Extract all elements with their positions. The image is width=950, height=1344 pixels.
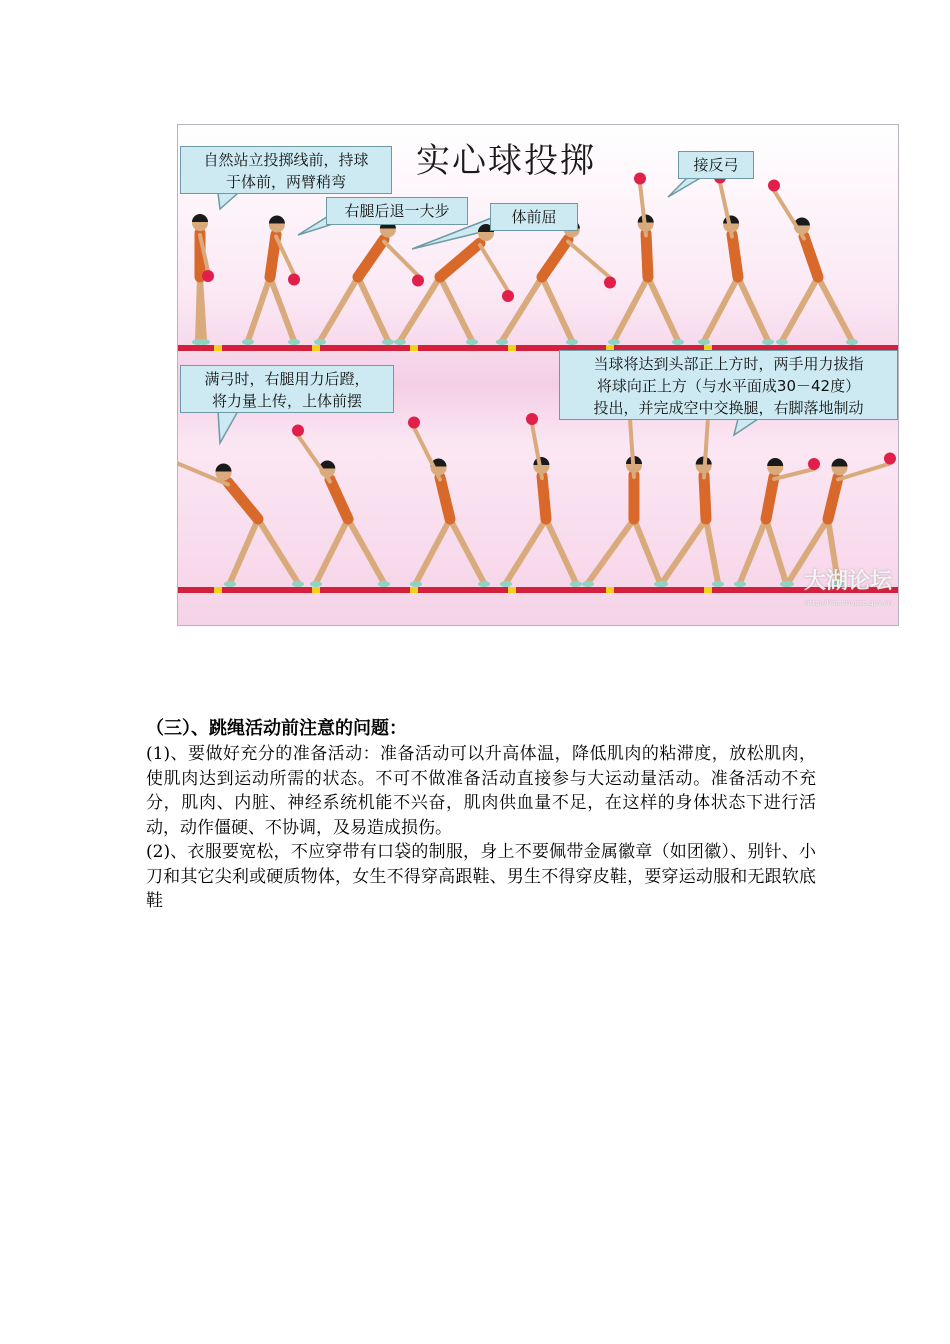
figure-arm (298, 436, 330, 482)
callout-stance: 自然站立投掷线前，持球 于体前，两臂稍弯 (180, 146, 392, 194)
ball (292, 425, 304, 437)
ground-marker (508, 345, 516, 351)
ball (502, 290, 514, 302)
ball (884, 453, 896, 465)
figure-shoe (394, 339, 406, 345)
figure-shoe (496, 339, 508, 345)
diagram-title: 实心球投掷 (416, 141, 596, 181)
figure-shoe (310, 581, 322, 587)
figure-leg (270, 277, 294, 341)
figure-shoe (378, 581, 390, 587)
paragraph-warmup: (1)、要做好充分的准备活动：准备活动可以升高体温，降低肌肉的粘滞度，放松肌肉，使肌肉达到运动所需的状态。不可不做准备活动直接参与大运动量活动。准备活动不充分，肌肉、内脏、神经系统机能不兴奋，肌肉供血量不足，在这样的身体状态下进行活动，动作僵硬、不协调，及易造成损伤。 (146, 744, 816, 838)
figure-arm (384, 242, 418, 276)
figure-leg (542, 277, 572, 341)
figure-leg (400, 277, 440, 341)
figure-hair (269, 216, 285, 224)
ground-marker (312, 345, 320, 351)
figure-leg (740, 519, 766, 583)
figure-shoe (478, 581, 490, 587)
figure-torso (828, 478, 838, 520)
figure-shoe (712, 581, 724, 587)
figure-torso (766, 477, 774, 519)
figure-arm (414, 428, 440, 480)
ground-marker (312, 587, 320, 593)
figure-arm (480, 245, 508, 291)
figure-shoe (224, 581, 236, 587)
figure-shoe (698, 339, 710, 345)
figure-leg (358, 277, 388, 341)
figure-leg (738, 277, 768, 341)
ground-marker (704, 587, 712, 593)
figure-leg (766, 519, 786, 583)
figure-hair (192, 214, 208, 222)
figure-shoe (762, 339, 774, 345)
ball (412, 275, 424, 287)
figure-leg (416, 519, 450, 583)
figure-torso (732, 235, 738, 278)
figure-leg (502, 277, 542, 341)
figure-torso (440, 243, 480, 277)
figure-torso (440, 478, 450, 520)
ball (604, 277, 616, 289)
figure-shoe (782, 581, 794, 587)
figure-leg (818, 277, 852, 341)
figure-leg (782, 277, 818, 341)
figure-leg (258, 519, 298, 583)
figure-shoe (566, 339, 578, 345)
figure-torso (330, 480, 348, 520)
figure-shoe (382, 339, 394, 345)
figure-leg (662, 519, 706, 583)
figure-shoe (734, 581, 746, 587)
figure-arm (774, 191, 804, 239)
figure-leg (348, 519, 384, 583)
figure-leg (648, 277, 678, 341)
shot-put-diagram (177, 124, 899, 626)
figure-shoe (292, 581, 304, 587)
figure-shoe (846, 339, 858, 345)
ball (202, 270, 214, 282)
watermark-logo: 大湖论坛 (803, 569, 892, 594)
figure-torso (542, 476, 546, 519)
figure-leg (230, 519, 258, 583)
figure-hair (767, 458, 783, 466)
callout-step-back: 右腿后退一大步 (326, 197, 468, 225)
figure-leg (546, 519, 576, 583)
figure-shoe (314, 339, 326, 345)
figure-leg (316, 519, 348, 583)
figure-torso (270, 235, 276, 278)
figure-shoe (672, 339, 684, 345)
callout-bend-forward: 体前屈 (490, 203, 578, 231)
figure-shoe (410, 581, 422, 587)
figure-torso (704, 476, 706, 520)
figure-shoe (656, 581, 668, 587)
ball (808, 458, 820, 470)
ball (408, 417, 420, 429)
figure-shoe (608, 339, 620, 345)
figure-hair (832, 459, 848, 467)
ground-line (178, 587, 899, 593)
callout-pointer (734, 419, 758, 435)
ball (288, 274, 300, 286)
callout-pointer (668, 177, 702, 197)
ground-marker (410, 587, 418, 593)
figure-leg (706, 519, 718, 583)
figure-shoe (582, 581, 594, 587)
figure-hair (723, 216, 739, 224)
ball (768, 180, 780, 192)
figure-leg (248, 277, 270, 341)
figure-shoe (288, 339, 300, 345)
figure-shoe (198, 339, 210, 345)
figure-leg (450, 519, 484, 583)
text-section (146, 716, 816, 914)
ball (634, 173, 646, 185)
figure-torso (804, 237, 818, 278)
ground-marker (606, 587, 614, 593)
figure-shoe (776, 339, 788, 345)
figure-leg (320, 277, 358, 341)
figure-shoe (242, 339, 254, 345)
figure-arm (276, 237, 294, 275)
figure-shoe (570, 581, 582, 587)
callout-full-bow: 满弓时，右腿用力后蹬， 将力量上传，上体前摆 (180, 365, 394, 413)
ground-marker (508, 587, 516, 593)
callout-pointer (218, 411, 238, 443)
watermark-url: http://bbs.hongze.gov.cn (805, 599, 892, 607)
ground-marker (214, 345, 222, 351)
figure-leg (588, 519, 634, 583)
paragraph-clothing: (2)、衣服要宽松，不应穿带有口袋的制服，身上不要佩带金属徽章（如团徽）、别针、小刀和其它尖利或硬质物体，女生不得穿高跟鞋、男生不得穿皮鞋，要穿运动服和无跟软底鞋 (146, 842, 816, 911)
figure-leg (440, 277, 472, 341)
figure-torso (542, 240, 568, 278)
figure-arm (568, 242, 610, 278)
figure-leg (614, 277, 648, 341)
figure-shoe (500, 581, 512, 587)
section-heading: （三）、跳绳活动前注意的问题： (146, 718, 407, 739)
figure-shoe (466, 339, 478, 345)
figure-torso (358, 240, 384, 278)
figure-leg (634, 519, 660, 583)
figure-hair (216, 464, 232, 472)
figure-leg (200, 277, 204, 341)
callout-release: 当球将达到头部正上方时，两手用力拔指 将球向正上方（与水平面成30－42度） 投出，并完成空中交换腿，右脚落地制动 (559, 350, 898, 420)
ball (526, 413, 538, 425)
ground-marker (410, 345, 418, 351)
figure-torso (646, 234, 648, 278)
ground-marker (214, 587, 222, 593)
figure-leg (506, 519, 546, 583)
figure-leg (704, 277, 738, 341)
figure-torso (228, 483, 258, 520)
callout-reverse-bow: 接反弓 (678, 151, 754, 179)
callout-pointer (218, 193, 238, 209)
